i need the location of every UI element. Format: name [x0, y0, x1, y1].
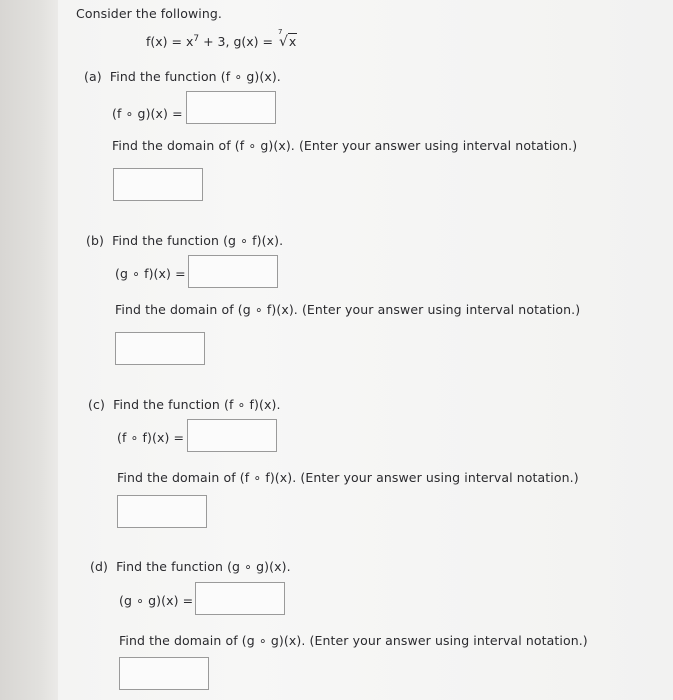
part-b-domain-input[interactable] — [115, 332, 205, 365]
f-definition: f(x) = x — [146, 34, 194, 49]
part-c-function-input[interactable] — [187, 419, 277, 452]
part-b-domain-prompt: Find the domain of (g ∘ f)(x). (Enter your answer using interval notation.) — [115, 302, 581, 317]
part-d-function-field[interactable] — [196, 583, 284, 614]
part-d-prompt — [90, 559, 291, 574]
root-index: 7 — [277, 28, 283, 36]
part-d-eq-label: (g ∘ g)(x) = — [119, 593, 194, 608]
part-a-question: Find the function (f ∘ g)(x). — [109, 69, 281, 84]
photo-background — [0, 0, 58, 700]
part-d-domain-field[interactable] — [120, 658, 208, 689]
part-a-domain-prompt: Find the domain of (f ∘ g)(x). (Enter your answer using interval notation.) — [112, 138, 578, 153]
radical-sign-icon: √ — [278, 34, 288, 50]
part-c-question: Find the function (f ∘ f)(x). — [113, 397, 281, 412]
g-definition: g(x) = — [233, 34, 277, 49]
root-argument: x — [288, 34, 297, 49]
f-rest: + 3, — [199, 34, 234, 49]
part-a-function-field[interactable] — [187, 92, 275, 123]
part-d-domain-input[interactable] — [119, 657, 209, 690]
part-c-eq-label: (f ∘ f)(x) = — [117, 430, 185, 445]
part-b-question: Find the function (g ∘ f)(x). — [112, 233, 284, 248]
part-b-label: (b) — [86, 233, 104, 248]
part-c-prompt — [88, 397, 281, 412]
part-b-function-field[interactable] — [189, 256, 277, 287]
part-a-label: (a) — [84, 69, 102, 84]
f-exponent: 7 — [193, 34, 200, 44]
part-c-domain-prompt: Find the domain of (f ∘ f)(x). (Enter your answer using interval notation.) — [117, 470, 579, 485]
part-b-prompt — [86, 233, 283, 248]
seventh-root — [277, 28, 297, 50]
part-a-eq-label: (f ∘ g)(x) = — [112, 106, 183, 121]
part-d-function-input[interactable] — [195, 582, 285, 615]
part-d-domain-prompt: Find the domain of (g ∘ g)(x). (Enter your answer using interval notation.) — [119, 633, 588, 648]
part-b-domain-field[interactable] — [116, 333, 204, 364]
part-c-domain-field[interactable] — [118, 496, 206, 527]
part-a-prompt — [84, 69, 281, 84]
part-c-domain-input[interactable] — [117, 495, 207, 528]
part-d-label: (d) — [90, 559, 108, 574]
function-definitions — [146, 28, 297, 50]
part-a-function-input[interactable] — [186, 91, 276, 124]
part-b-eq-label: (g ∘ f)(x) = — [115, 266, 186, 281]
part-c-label: (c) — [88, 397, 105, 412]
part-b-function-input[interactable] — [188, 255, 278, 288]
part-a-domain-input[interactable] — [113, 168, 203, 201]
part-c-function-field[interactable] — [188, 420, 276, 451]
part-d-question: Find the function (g ∘ g)(x). — [116, 559, 291, 574]
part-a-domain-field[interactable] — [114, 169, 202, 200]
intro-text: Consider the following. — [76, 6, 222, 21]
